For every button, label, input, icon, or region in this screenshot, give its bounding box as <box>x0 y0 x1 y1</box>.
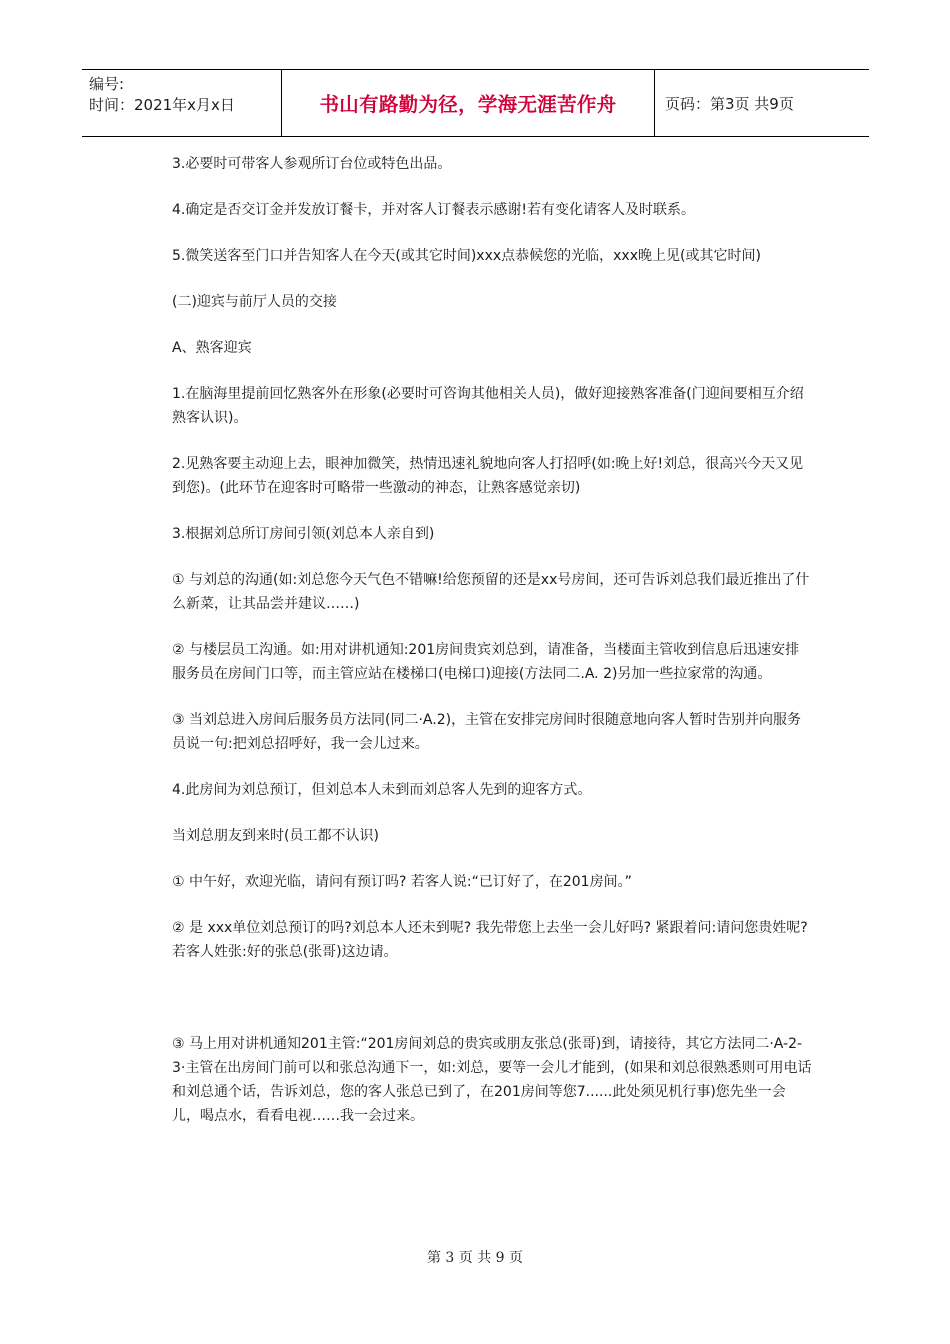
paragraph: ② 与楼层员工沟通。如:用对讲机通知:201房间贵宾刘总到，请准备，当楼面主管收到信息后迅速安排服务员在房间门口等，而主管应站在楼梯口(电梯口)迎接(方法同二.A. 2)另加一些拉家常的沟通。 <box>172 642 800 682</box>
document-date: 时间：2021年x月x日 <box>89 96 235 114</box>
page-footer: 第 3 页 共 9 页 <box>426 1250 524 1266</box>
paragraph: ② 是 xxx单位刘总预订的吗?刘总本人还未到呢? 我先带您上去坐一会儿好吗? 紧跟着问:请问您贵姓呢? 若客人姓张:好的张总(张哥)这边请。 <box>172 920 808 960</box>
paragraph: 5.微笑送客至门口并告知客人在今天(或其它时间)xxx点恭候您的光临，xxx晚上见(或其它时间) <box>172 248 761 264</box>
paragraph: ① 与刘总的沟通(如:刘总您今天气色不错嘛!给您预留的还是xx号房间，还可告诉刘总我们最近推出了什么新菜，让其品尝并建议……) <box>172 572 810 612</box>
section-heading: (二)迎宾与前厅人员的交接 <box>172 294 337 310</box>
paragraph: 3.必要时可带客人参观所订台位或特色出品。 <box>172 156 452 172</box>
header-info-cell <box>82 70 282 136</box>
paragraph: 4.确定是否交订金并发放订餐卡，并对客人订餐表示感谢!若有变化请客人及时联系。 <box>172 202 695 218</box>
paragraph: 当刘总朋友到来时(员工都不认识) <box>172 828 379 844</box>
paragraph: ③ 当刘总进入房间后服务员方法同(同二·A.2)，主管在安排完房间时很随意地向客人暂时告别并向服务员说一句:把刘总招呼好，我一会儿过来。 <box>172 712 802 752</box>
paragraph: 1.在脑海里提前回忆熟客外在形象(必要时可咨询其他相关人员)，做好迎接熟客准备(门迎间要相互介绍熟客认识)。 <box>172 386 804 426</box>
header-page-cell <box>655 70 869 136</box>
paragraph: ③ 马上用对讲机通知201主管:“201房间刘总的贵宾或朋友张总(张哥)到，请接待，其它方法同二·A-2-3·主管在出房间门前可以和张总沟通下一，如:刘总，要等一会儿才能到，(如果和刘总很熟悉则可用电话和刘总通个话，告诉刘总，您的客人张总已到了，在201房间等您7......此处须见机行事)您先坐一会儿，喝点水，看看电视……我一会过来。 <box>172 1036 812 1124</box>
document-number: 编号: <box>89 75 125 93</box>
paragraph: 3.根据刘总所订房间引领(刘总本人亲自到) <box>172 526 435 542</box>
subsection-heading: A、熟客迎宾 <box>172 340 252 356</box>
document-body <box>172 152 812 1128</box>
header-motto-cell <box>282 70 655 136</box>
paragraph: 2.见熟客要主动迎上去，眼神加微笑，热情迅速礼貌地向客人打招呼(如:晚上好!刘总，很高兴今天又见到您)。(此环节在迎客时可略带一些激动的神态，让熟客感觉亲切) <box>172 456 804 496</box>
paragraph: ① 中午好，欢迎光临，请问有预订吗? 若客人说:“已订好了，在201房间。” <box>172 874 632 890</box>
paragraph: 4.此房间为刘总预订，但刘总本人未到而刘总客人先到的迎客方式。 <box>172 782 592 798</box>
page-indicator: 页码：第3页 共9页 <box>665 94 794 113</box>
header-table <box>82 69 869 137</box>
motto-text: 书山有路勤为径，学海无涯苦作舟 <box>319 93 617 116</box>
